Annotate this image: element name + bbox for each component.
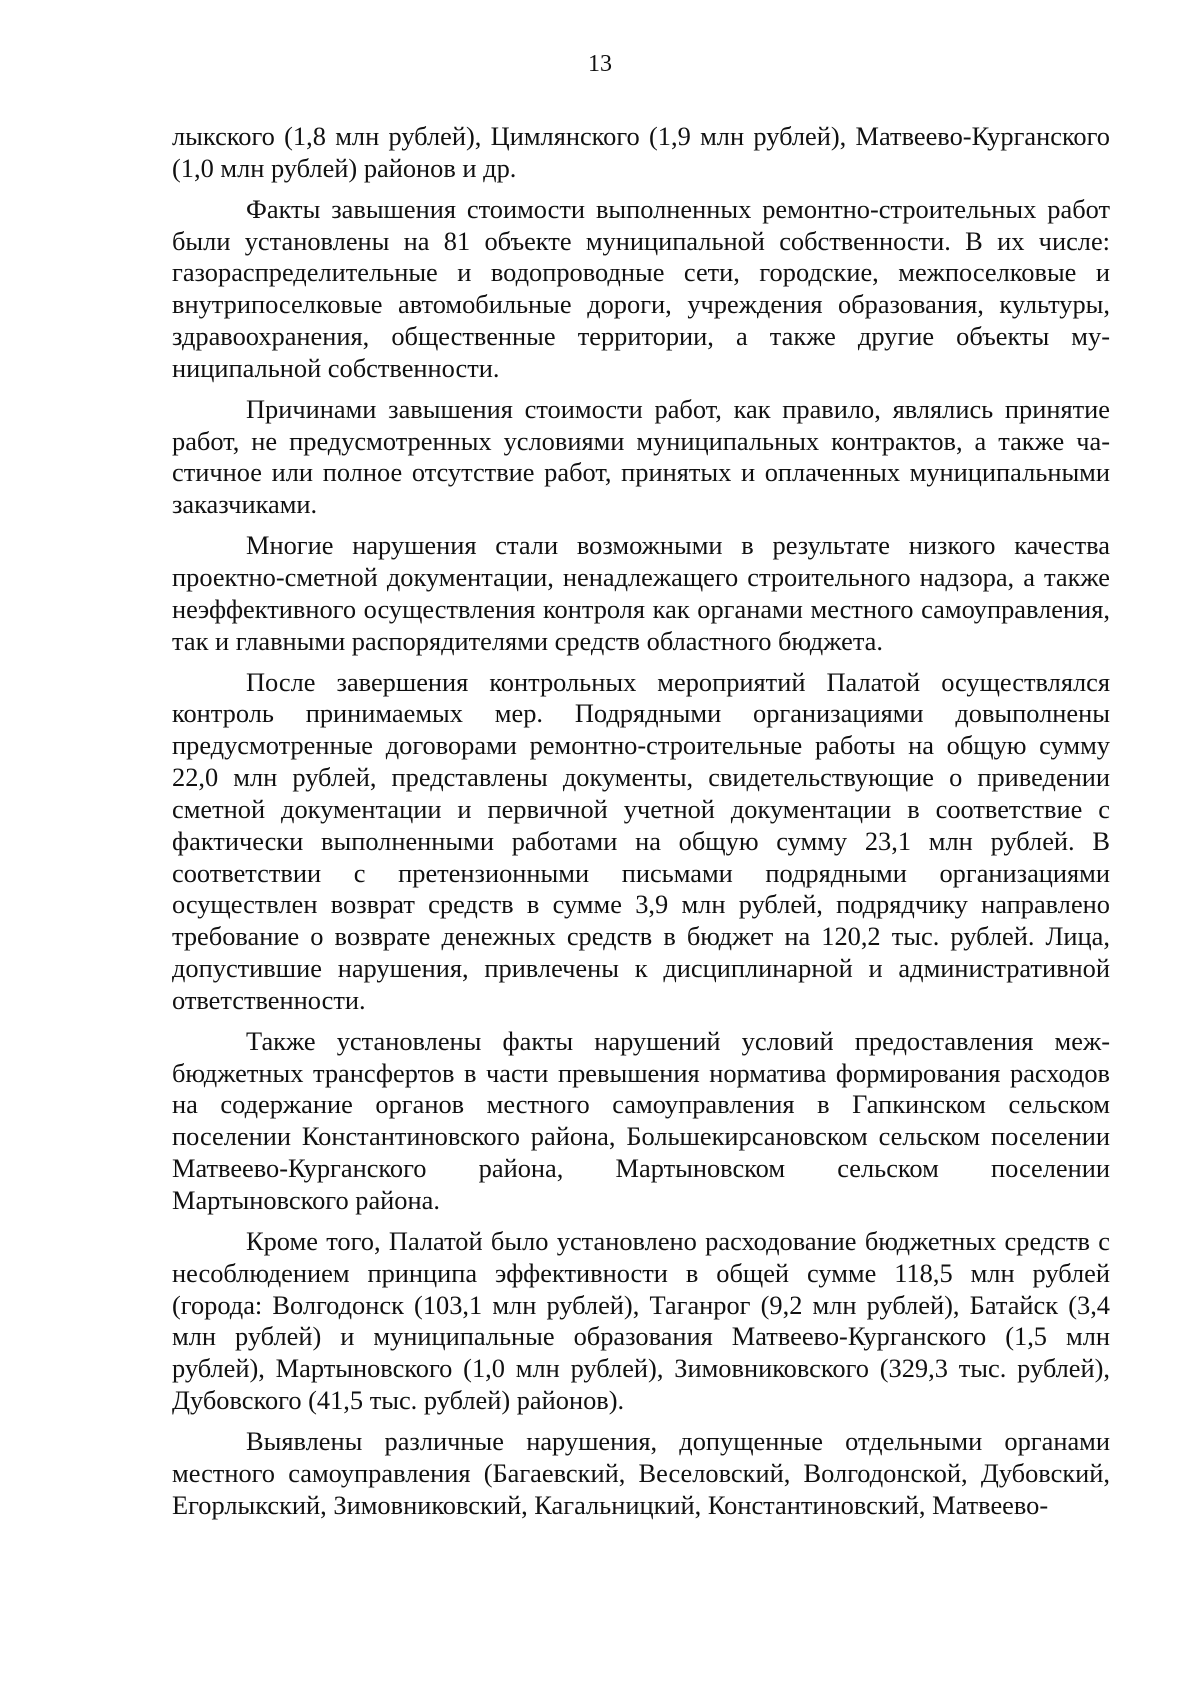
document-body: [172, 121, 1110, 1530]
paragraph-transfer-violations: Также установлены факты нарушений условий предоставления межбюджетных трансфертов в части превышения норматива формирования расходов на содержание органов местного самоуправления в Гапкинском сельском поселении Константиновского района, Большекирсановском сельском поселении Матвеево-Курганского района, Мартыновском сельском поселении Мартыновского района.: [172, 1025, 1110, 1215]
paragraph-price-overstatement-facts: Факты завышения стоимости выполненных ремонтно-строительных работ были установлены на 81 объекте муниципальной собственности. В их числе: газораспределительные и водопроводные сети, городские, межпоселковые и внутрипоселковые автомобильные дороги, учреждения образования, культуры, здравоохранения, общественные территории, а также другие объекты муниципальной собственности.: [172, 193, 1110, 383]
paragraph-continuation: лыкского (1,8 млн рублей), Цимлянского (1,9 млн рублей), Матвеево-Курганского (1,0 млн рублей) районов и др.: [172, 121, 1110, 183]
paragraph-documentation-quality: Многие нарушения стали возможными в результате низкого качества проектно-сметной документации, ненадлежащего строительного надзора, а также неэффективного осуществления контроля как органами местного самоуправления, так и главными распорядителями средств областного бюджета.: [172, 530, 1110, 656]
page-number: 13: [588, 51, 612, 77]
paragraph-inefficient-spending: Кроме того, Палатой было установлено расходование бюджетных средств с несоблюдением принципа эффективности в общей сумме 118,5 млн рублей (города: Волгодонск (103,1 млн рублей), Таганрог (9,2 млн рублей), Батайск (3,4 млн рублей) и муниципальные образования Матвеево-Курганского (1,5 млн рублей), Мартыновского (1,0 млн рублей), Зимовниковского (329,3 тыс. рублей), Дубовского (41,5 тыс. рублей) районов).: [172, 1225, 1110, 1416]
paragraph-control-measures: После завершения контрольных мероприятий Палатой осуществлялся контроль принимаемых мер. Подрядными организациями довыполнены предусмотренные договорами ремонтно-строительные работы на общую сумму 22,0 млн рублей, представлены документы, свидетельствующие о приведении сметной документации и первичной учетной документации в соответствие с фактически выполненными работами на общую сумму 23,1 млн рублей. В соответствии с претензионными письмами подрядными организациями осуществлен возврат средств в сумме 3,9 млн рублей, подрядчику направлено требование о возврате денежных средств в бюджет на 120,2 тыс. рублей. Лица, допустившие нарушения, привлечены к дисциплинарной и административной ответственности.: [172, 666, 1110, 1015]
paragraph-local-government-violations: Выявлены различные нарушения, допущенные отдельными органами местного самоуправления (Багаевский, Веселовский, Волгодонской, Дубовский, Егорлыкский, Зимовниковский, Кагальницкий, Константиновский, Матвеево-: [172, 1425, 1110, 1520]
paragraph-overstatement-reasons: Причинами завышения стоимости работ, как правило, являлись принятие работ, не предусмотренных условиями муниципальных контрактов, а также частичное или полное отсутствие работ, принятых и оплаченных муниципальными заказчиками.: [172, 393, 1110, 520]
